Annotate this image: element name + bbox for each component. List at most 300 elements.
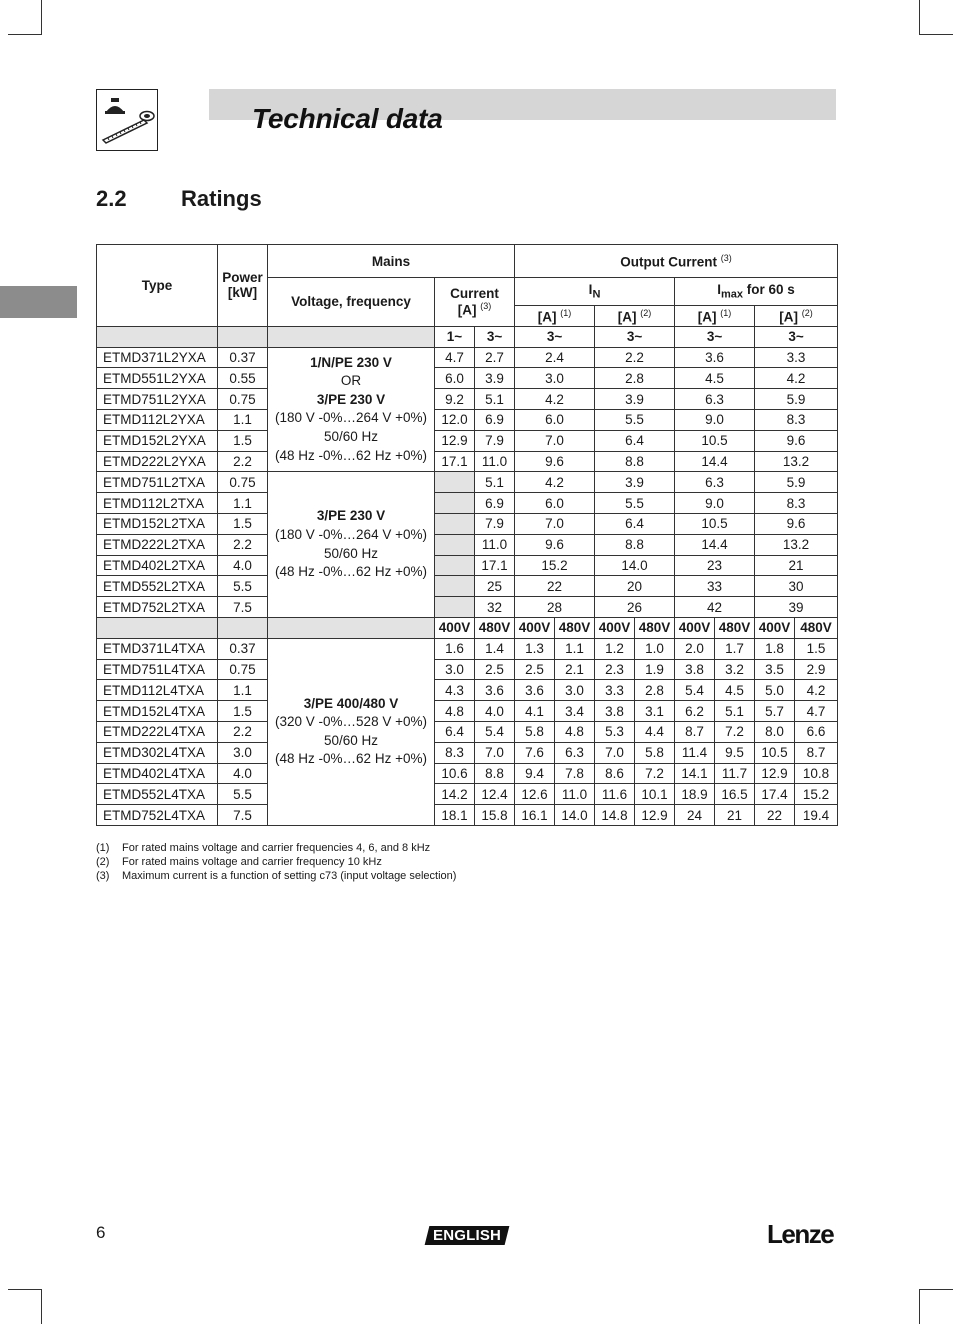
table-cell [435,472,475,493]
mains-line: 50/60 Hz [323,732,379,748]
table-cell: 5.1 [715,701,755,722]
table-cell: 5.8 [635,742,675,763]
table-cell: 19.4 [795,805,838,826]
table-cell: 2.4 [515,347,595,368]
crop-mark [919,0,920,34]
power-cell: 0.75 [218,472,268,493]
power-cell: 0.75 [218,659,268,680]
table-cell: 4.2 [515,472,595,493]
table-cell: 14.4 [675,451,755,472]
table-cell: 11.6 [595,784,635,805]
table-cell: 14.4 [675,534,755,555]
table-cell: 7.0 [515,513,595,534]
table-cell: 24 [675,805,715,826]
mains-line: (48 Hz -0%…62 Hz +0%) [275,751,427,767]
table-cell: 4.7 [795,701,838,722]
table-cell: 9.4 [515,763,555,784]
table-cell: 3.6 [475,680,515,701]
page-title: Technical data [252,103,443,134]
table-cell: 4.7 [435,347,475,368]
imax-header: $I_{max}$ for 60 s [675,278,838,306]
voltage-cell: 400V [755,617,795,638]
table-cell: 8.3 [755,409,838,430]
type-cell: ETMD751L2YXA [97,389,218,410]
voltage-cell: 400V [675,617,715,638]
table-cell: 2.5 [515,659,555,680]
table-cell: 1.7 [715,638,755,659]
table-cell: 5.9 [755,472,838,493]
table-cell: 7.0 [475,742,515,763]
type-cell: ETMD402L2TXA [97,555,218,576]
phase-cell: 3~ [475,326,515,347]
table-cell: 7.2 [635,763,675,784]
type-cell: ETMD552L4TXA [97,784,218,805]
voltage-cell: 480V [715,617,755,638]
table-cell: 8.8 [595,534,675,555]
table-cell: 20 [595,576,675,597]
table-cell: 8.3 [435,742,475,763]
voltage-cell: 480V [475,617,515,638]
type-cell: ETMD402L4TXA [97,763,218,784]
voltage-cell: 400V [435,617,475,638]
type-cell: ETMD152L2TXA [97,513,218,534]
table-cell: 10.8 [795,763,838,784]
type-header: Type [97,245,218,327]
table-cell: 9.5 [715,742,755,763]
table-cell: 2.2 [595,347,675,368]
type-cell: ETMD371L2YXA [97,347,218,368]
table-cell [435,493,475,514]
table-row [97,742,838,763]
table-row [97,534,838,555]
in-header: $I_N$ [515,278,675,306]
power-cell: 7.5 [218,805,268,826]
table-cell: 11.0 [475,451,515,472]
table-cell: 11.4 [675,742,715,763]
table-cell: 2.5 [475,659,515,680]
table-cell: 2.8 [595,368,675,389]
crop-mark [8,34,42,35]
table-cell: 10.5 [755,742,795,763]
crop-mark [8,1289,42,1290]
voltage-row [97,617,838,638]
power-cell: 0.75 [218,389,268,410]
table-cell: 4.5 [675,368,755,389]
table-cell: 3.6 [675,347,755,368]
imax-unit-1: [A] $^{(1)}$ [675,306,755,327]
table-cell: 1.5 [795,638,838,659]
table-cell [435,576,475,597]
table-row [97,389,838,410]
table-cell: 5.1 [475,389,515,410]
table-cell: 18.9 [675,784,715,805]
current-header: Current [A] $^{(3)}$ [435,278,515,327]
table-cell: 11.0 [555,784,595,805]
section-title: Ratings [181,186,262,211]
table-cell: 1.4 [475,638,515,659]
power-cell: 1.1 [218,409,268,430]
power-cell: 1.5 [218,701,268,722]
table-cell: 15.2 [515,555,595,576]
table-cell: 12.6 [515,784,555,805]
crop-mark [919,1289,953,1290]
table-cell: 5.4 [675,680,715,701]
type-cell: ETMD751L2TXA [97,472,218,493]
table-cell: 7.0 [595,742,635,763]
table-cell [435,534,475,555]
output-current-header: Output Current $^{(3)}$ [515,245,838,278]
table-cell: 3.9 [595,389,675,410]
table-cell: 1.2 [595,638,635,659]
footnote: (1) For rated mains voltage and carrier frequencies 4, 6, and 8 kHz [96,842,431,854]
table-cell: 9.6 [755,513,838,534]
table-cell: 7.2 [715,721,755,742]
mains-voltage-cell [268,638,435,825]
power-cell: 1.1 [218,680,268,701]
type-cell: ETMD302L4TXA [97,742,218,763]
table-cell: 22 [515,576,595,597]
mains-voltage-cell [268,347,435,472]
table-cell: 9.6 [515,534,595,555]
table-cell: 5.4 [475,721,515,742]
table-row [97,680,838,701]
table-cell: 6.3 [675,472,755,493]
power-cell: 7.5 [218,597,268,618]
table-cell: 17.1 [475,555,515,576]
crop-mark [919,34,953,35]
table-cell: 7.8 [555,763,595,784]
table-cell: 9.6 [515,451,595,472]
table-row [97,493,838,514]
table-cell: 10.1 [635,784,675,805]
type-cell: ETMD112L2TXA [97,493,218,514]
table-cell: 32 [475,597,515,618]
type-cell: ETMD222L2YXA [97,451,218,472]
table-cell: 8.7 [675,721,715,742]
table-cell: 9.2 [435,389,475,410]
table-row [97,805,838,826]
table-cell: 3.5 [755,659,795,680]
phase-cell: 3~ [595,326,675,347]
table-cell: 2.9 [795,659,838,680]
table-cell: 4.1 [515,701,555,722]
table-cell: 8.3 [755,493,838,514]
table-row [97,451,838,472]
table-cell: 15.8 [475,805,515,826]
table-row [97,347,838,368]
table-cell: 6.0 [515,493,595,514]
table-cell: 5.3 [595,721,635,742]
table-cell: 5.5 [595,409,675,430]
table-cell: 3.0 [515,368,595,389]
power-header: Power [kW] [218,245,268,327]
table-cell: 17.4 [755,784,795,805]
table-cell: 6.0 [515,409,595,430]
table-cell: 25 [475,576,515,597]
power-cell: 0.55 [218,368,268,389]
table-cell: 10.5 [675,430,755,451]
table-cell: 1.9 [635,659,675,680]
crop-mark [919,1290,920,1324]
table-cell: 3.2 [715,659,755,680]
table-cell: 12.0 [435,409,475,430]
table-cell: 3.8 [595,701,635,722]
type-cell: ETMD152L4TXA [97,701,218,722]
power-cell: 5.5 [218,576,268,597]
table-row [97,763,838,784]
table-cell: 3.9 [595,472,675,493]
table-cell: 12.9 [755,763,795,784]
mains-line: (180 V -0%…264 V +0%) [275,527,427,543]
table-cell: 16.1 [515,805,555,826]
table-cell: 8.8 [595,451,675,472]
voltage-cell: 400V [515,617,555,638]
table-cell: 39 [755,597,838,618]
mains-line: (180 V -0%…264 V +0%) [275,410,427,426]
table-cell [435,513,475,534]
table-row [97,701,838,722]
phase-cell: 3~ [675,326,755,347]
power-cell: 2.2 [218,721,268,742]
footnote: (3) Maximum current is a function of setting c73 (input voltage selection) [96,870,457,882]
table-cell: 3.9 [475,368,515,389]
blank-cell [218,617,268,638]
table-cell: 23 [675,555,755,576]
type-cell: ETMD112L2YXA [97,409,218,430]
table-row [97,576,838,597]
table-cell: 4.2 [755,368,838,389]
mains-line: 1/N/PE 230 V [310,354,392,370]
ratings-table [96,244,838,826]
table-cell: 9.0 [675,493,755,514]
footnotes [96,841,456,883]
power-cell: 2.2 [218,534,268,555]
table-cell: 3.8 [675,659,715,680]
table-cell: 42 [675,597,755,618]
power-cell: 1.5 [218,430,268,451]
table-cell: 4.8 [435,701,475,722]
table-cell: 7.9 [475,513,515,534]
table-cell: 8.7 [795,742,838,763]
voltage-cell: 480V [555,617,595,638]
mains-line: 50/60 Hz [323,429,379,445]
table-cell: 5.8 [515,721,555,742]
table-cell: 7.9 [475,430,515,451]
power-cell: 4.0 [218,555,268,576]
table-cell: 14.1 [675,763,715,784]
blank-cell [268,617,435,638]
table-cell: 12.4 [475,784,515,805]
table-cell: 10.6 [435,763,475,784]
table-cell: 4.8 [555,721,595,742]
table-cell: 9.6 [755,430,838,451]
section-number: 2.2 [96,186,127,211]
table-row [97,659,838,680]
power-cell: 1.5 [218,513,268,534]
phase-cell: 3~ [755,326,838,347]
mains-line: 3/PE 230 V [316,508,386,524]
mains-line: (320 V -0%…528 V +0%) [275,714,427,730]
language-badge: ENGLISH [425,1226,510,1245]
power-cell: 1.1 [218,493,268,514]
table-cell: 14.2 [435,784,475,805]
voltage-cell: 480V [635,617,675,638]
table-cell: 14.0 [595,555,675,576]
table-cell: 1.6 [435,638,475,659]
table-cell: 2.1 [555,659,595,680]
table-cell: 6.9 [475,409,515,430]
table-cell: 3.3 [755,347,838,368]
table-cell: 5.1 [475,472,515,493]
voltage-cell: 480V [795,617,838,638]
table-row [97,638,838,659]
table-row [97,555,838,576]
crop-mark [41,1290,42,1324]
table-cell: 4.3 [435,680,475,701]
table-cell: 3.6 [515,680,555,701]
table-cell: 8.8 [475,763,515,784]
table-cell: 6.3 [675,389,755,410]
table-row [97,430,838,451]
in-unit-2: [A] $^{(2)}$ [595,306,675,327]
blank-cell [97,617,218,638]
type-cell: ETMD752L2TXA [97,597,218,618]
table-cell: 12.9 [635,805,675,826]
power-cell: 0.37 [218,347,268,368]
table-cell: 15.2 [795,784,838,805]
footnote: (2) For rated mains voltage and carrier frequency 10 kHz [96,856,382,868]
table-cell: 10.5 [675,513,755,534]
table-cell: 28 [515,597,595,618]
table-row [97,513,838,534]
table-cell: 8.6 [595,763,635,784]
table-cell: 5.7 [755,701,795,722]
mains-line: (48 Hz -0%…62 Hz +0%) [275,564,427,580]
table-cell: 21 [715,805,755,826]
voltage-cell: 400V [595,617,635,638]
table-cell: 4.4 [635,721,675,742]
table-cell: 6.9 [475,493,515,514]
table-cell: 13.2 [755,534,838,555]
table-cell: 26 [595,597,675,618]
table-cell: 3.4 [555,701,595,722]
table-cell: 3.0 [555,680,595,701]
table-row [97,784,838,805]
table-cell: 18.1 [435,805,475,826]
page-number: 6 [96,1223,106,1242]
table-cell: 4.5 [715,680,755,701]
in-unit-1: [A] $^{(1)}$ [515,306,595,327]
table-cell: 6.2 [675,701,715,722]
table-row [97,409,838,430]
table-cell: 6.4 [435,721,475,742]
table-cell: 8.0 [755,721,795,742]
phase-cell: 3~ [515,326,595,347]
table-cell: 3.1 [635,701,675,722]
table-cell: 7.0 [515,430,595,451]
scale-and-tape-icon [96,89,158,151]
table-cell: 2.7 [475,347,515,368]
type-cell: ETMD152L2YXA [97,430,218,451]
table-cell: 1.0 [635,638,675,659]
table-row [97,368,838,389]
power-cell: 4.0 [218,763,268,784]
table-cell: 6.0 [435,368,475,389]
table-cell: 6.3 [555,742,595,763]
phase-row [97,326,838,347]
table-cell: 14.0 [555,805,595,826]
table-cell: 14.8 [595,805,635,826]
table-cell: 7.6 [515,742,555,763]
table-cell: 13.2 [755,451,838,472]
table-cell: 2.3 [595,659,635,680]
type-cell: ETMD371L4TXA [97,638,218,659]
table-cell: 2.0 [675,638,715,659]
table-cell: 6.4 [595,513,675,534]
mains-line: (48 Hz -0%…62 Hz +0%) [275,447,427,463]
table-cell: 22 [755,805,795,826]
table-cell: 1.3 [515,638,555,659]
type-cell: ETMD222L2TXA [97,534,218,555]
type-cell: ETMD112L4TXA [97,680,218,701]
type-cell: ETMD552L2TXA [97,576,218,597]
table-cell: 6.6 [795,721,838,742]
table-cell: 5.9 [755,389,838,410]
power-cell: 5.5 [218,784,268,805]
type-cell: ETMD751L4TXA [97,659,218,680]
table-cell [435,555,475,576]
table-cell: 1.1 [555,638,595,659]
imax-unit-2: [A] $^{(2)}$ [755,306,838,327]
type-cell: ETMD551L2YXA [97,368,218,389]
power-cell: 0.37 [218,638,268,659]
mains-voltage-cell [268,472,435,618]
table-cell: 6.4 [595,430,675,451]
table-cell: 33 [675,576,755,597]
table-cell: 4.2 [515,389,595,410]
table-cell: 5.0 [755,680,795,701]
table-cell: 3.0 [435,659,475,680]
table-cell: 9.0 [675,409,755,430]
type-cell: ETMD222L4TXA [97,721,218,742]
table-row [97,721,838,742]
power-cell: 3.0 [218,742,268,763]
table-cell: 4.2 [795,680,838,701]
table-row [97,597,838,618]
brand-logo: Lenze [767,1219,834,1249]
table-cell: 5.5 [595,493,675,514]
type-cell: ETMD752L4TXA [97,805,218,826]
table-cell: 17.1 [435,451,475,472]
table-row [97,472,838,493]
table-cell: 11.0 [475,534,515,555]
table-cell: 3.3 [595,680,635,701]
mains-header: Mains [268,245,515,278]
table-cell: 4.0 [475,701,515,722]
phase-cell: 1~ [435,326,475,347]
table-cell: 30 [755,576,838,597]
side-tab [0,286,77,318]
mains-line: OR [340,373,362,389]
table-cell [435,597,475,618]
table-cell: 11.7 [715,763,755,784]
mains-line: 50/60 Hz [323,545,379,561]
crop-mark [41,0,42,34]
table-cell: 21 [755,555,838,576]
mains-line: 3/PE 230 V [316,391,386,407]
table-cell: 2.8 [635,680,675,701]
table-cell: 12.9 [435,430,475,451]
